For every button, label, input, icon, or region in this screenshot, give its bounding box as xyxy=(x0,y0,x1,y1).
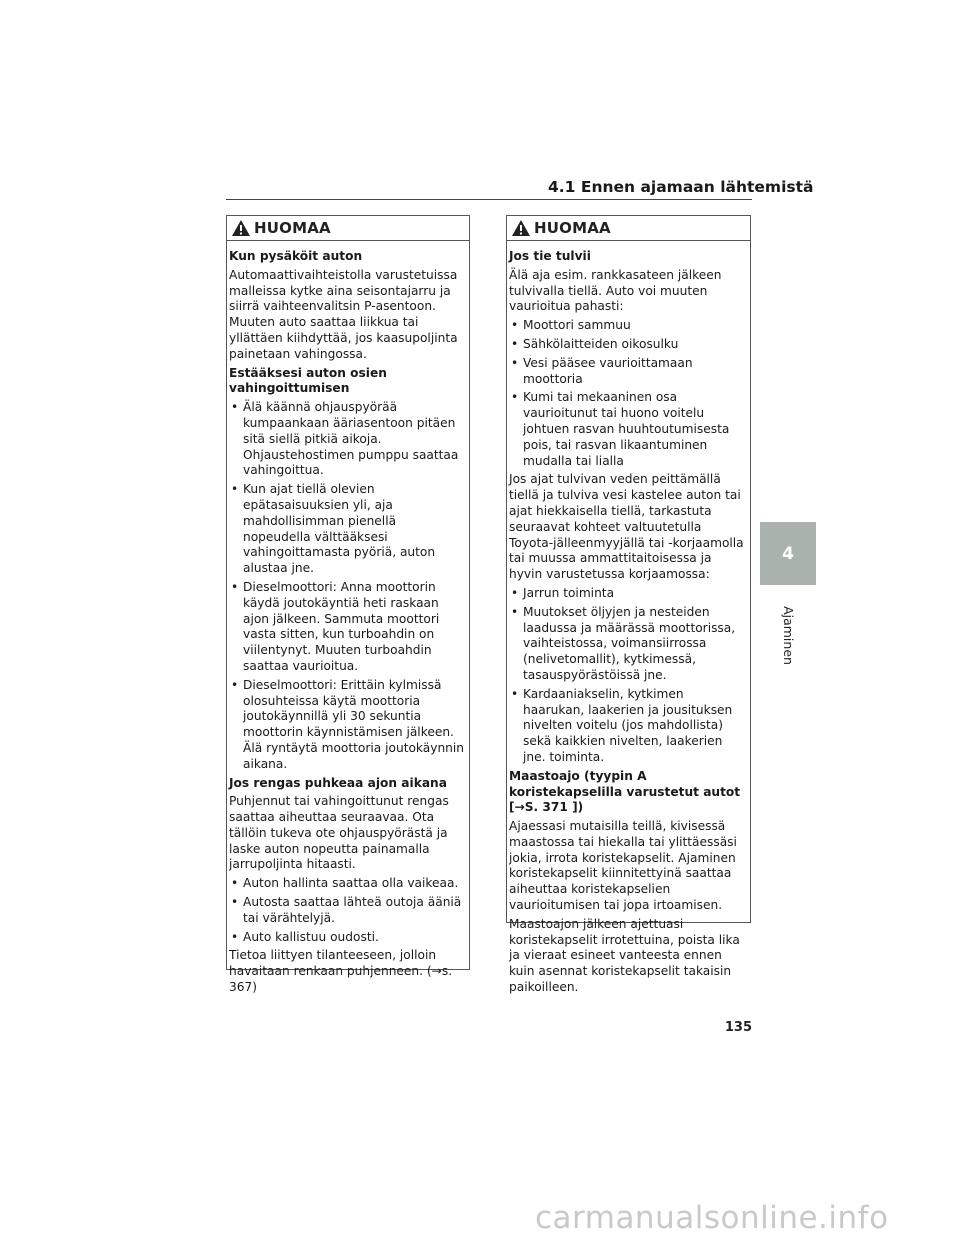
chapter-number: 4 xyxy=(782,543,794,564)
caution-body xyxy=(507,241,750,996)
flood-list xyxy=(509,318,746,469)
caution-title: HUOMAA xyxy=(534,219,611,237)
tire-footer: Tietoa liittyen tilanteeseen, jolloin havaitaan renkaan puhjenneen. (→s. 367) xyxy=(229,948,453,995)
flood-text: Älä aja esim. rankkasateen jälkeen tulvivalla tiellä. Auto voi muuten vaurioitua pahasti: xyxy=(509,267,722,314)
tire-text: Puhjennut tai vahingoittunut rengas saattaa aiheuttaa seuraavaa. Ota tällöin tukeva ote ohjauspyörästä ja laske auton nopeutta painamalla jarrupoljinta hitaasti. xyxy=(229,794,449,872)
offroad-text: Ajaessasi mutaisilla teillä, kivisessä maastossa tai hiekalla tai ylittäessäsi jokia, irrota koristekapselit. Ajaminen koristekapselit kiinnitettyinä saattaa aiheuttaa koristekapselien vaurioitumisen tai jopa irtoamisen. xyxy=(509,819,737,913)
list-item: • Autosta saattaa lähteä outoja ääniä tai värähtelyjä. xyxy=(229,895,465,927)
watermark: carmanualsonline.info xyxy=(535,1200,889,1236)
section-header: 4.1 Ennen ajamaan lähtemistä xyxy=(548,178,814,196)
list-item: • Moottori sammuu xyxy=(509,318,746,334)
offroad-heading: Maastoajo (tyypin A koristekapselilla varustetut autot [→S. 371 ]) xyxy=(509,768,741,815)
warning-icon xyxy=(511,219,531,237)
list-item: • Muutokset öljyjen ja nesteiden laadussa ja määrässä moottorissa, vaihteistossa, voimansiirrossa (nelivetomallit), kytkimessä, tasauspyörästöissä jne. xyxy=(509,605,746,684)
damage-list xyxy=(229,400,465,772)
parking-text: Automaattivaihteistolla varustetuissa malleissa kytke aina seisontajarru ja siirrä vaihteenvalitsin P-asentoon. Muuten auto saattaa liikkua tai yllättäen kiihdyttää, jos kaasupoljinta painetaan vahingossa. xyxy=(229,267,458,361)
list-item: • Kun ajat tiellä olevien epätasaisuuksien yli, aja mahdollisimman pienellä nopeudella välttääksesi vahingoittamasta pyöriä, auton alustaa jne. xyxy=(229,482,465,577)
chapter-tab[interactable] xyxy=(760,522,816,585)
caution-box-header xyxy=(227,216,469,241)
chapter-label xyxy=(773,600,803,670)
damage-heading: Estääksesi auton osien vahingoittumisen xyxy=(229,365,387,396)
check-text: Jos ajat tulvivan veden peittämällä tiellä ja tulviva vesi kastelee auton tai ajat hiekkaisella tiellä, tarkastuta seuraavat kohteet valtuutetulla Toyota-jälleenmyyjällä tai -korjaamolla tai muussa ammattitaitoisessa ja hyvin varustetussa korjaamossa: xyxy=(509,472,744,582)
list-item: • Auto kallistuu oudosti. xyxy=(229,930,465,946)
list-item: • Auton hallinta saattaa olla vaikeaa. xyxy=(229,876,465,892)
check-list xyxy=(509,586,746,766)
parking-heading: Kun pysäköit auton xyxy=(229,249,363,263)
list-item: • Sähkölaitteiden oikosulku xyxy=(509,337,746,353)
list-item: • Vesi pääsee vaurioittamaan moottoria xyxy=(509,356,746,388)
list-item: • Dieselmoottori: Erittäin kylmissä olosuhteissa käytä moottoria joutokäynnillä yli 30 sekuntia moottorin käynnistämisen jälkeen. Älä ryntäytä moottoria joutokäynnin aikana. xyxy=(229,678,465,773)
list-item: • Älä käännä ohjauspyörää kumpaankaan ääriasentoon pitäen sitä siellä pitkiä aikoja. Ohjaustehostimen pumppu saattaa vahingoittua. xyxy=(229,400,465,479)
warning-icon xyxy=(231,219,251,237)
tire-heading: Jos rengas puhkeaa ajon aikana xyxy=(229,775,447,790)
caution-box-left xyxy=(226,215,470,995)
caution-title: HUOMAA xyxy=(254,219,331,237)
caution-body xyxy=(227,241,469,996)
list-item: • Jarrun toiminta xyxy=(509,586,746,602)
list-item: • Dieselmoottori: Anna moottorin käydä joutokäyntiä heti raskaan ajon jälkeen. Sammuta moottori vasta sitten, kun turboahdin on viilentynyt. Muuten turboahdin saattaa vaurioitua. xyxy=(229,580,465,675)
chapter-label-text: Ajaminen xyxy=(780,605,796,665)
caution-box-right xyxy=(506,215,751,995)
offroad-text-after: Maastoajon jälkeen ajettuasi koristekapselit irrotettuina, poista lika ja vieraat esineet vanteesta ennen kuin asennat koristekapselit takaisin paikoilleen. xyxy=(509,916,740,995)
caution-box-header xyxy=(507,216,750,241)
list-item: • Kumi tai mekaaninen osa vaurioitunut tai huono voitelu johtuen rasvan huuhtoutumisesta pois, tai rasvan likaantuminen mudalla tai lialla xyxy=(509,390,746,469)
list-item: • Kardaaniakselin, kytkimen haarukan, laakerien ja jousituksen nivelten voitelu (jos mahdollista) sekä kaikkien nivelten, laakerien jne. toiminta. xyxy=(509,687,746,766)
page-number: 135 xyxy=(724,1020,752,1035)
tire-list xyxy=(229,876,465,945)
flood-heading: Jos tie tulvii xyxy=(509,249,591,263)
header-divider xyxy=(226,199,752,200)
